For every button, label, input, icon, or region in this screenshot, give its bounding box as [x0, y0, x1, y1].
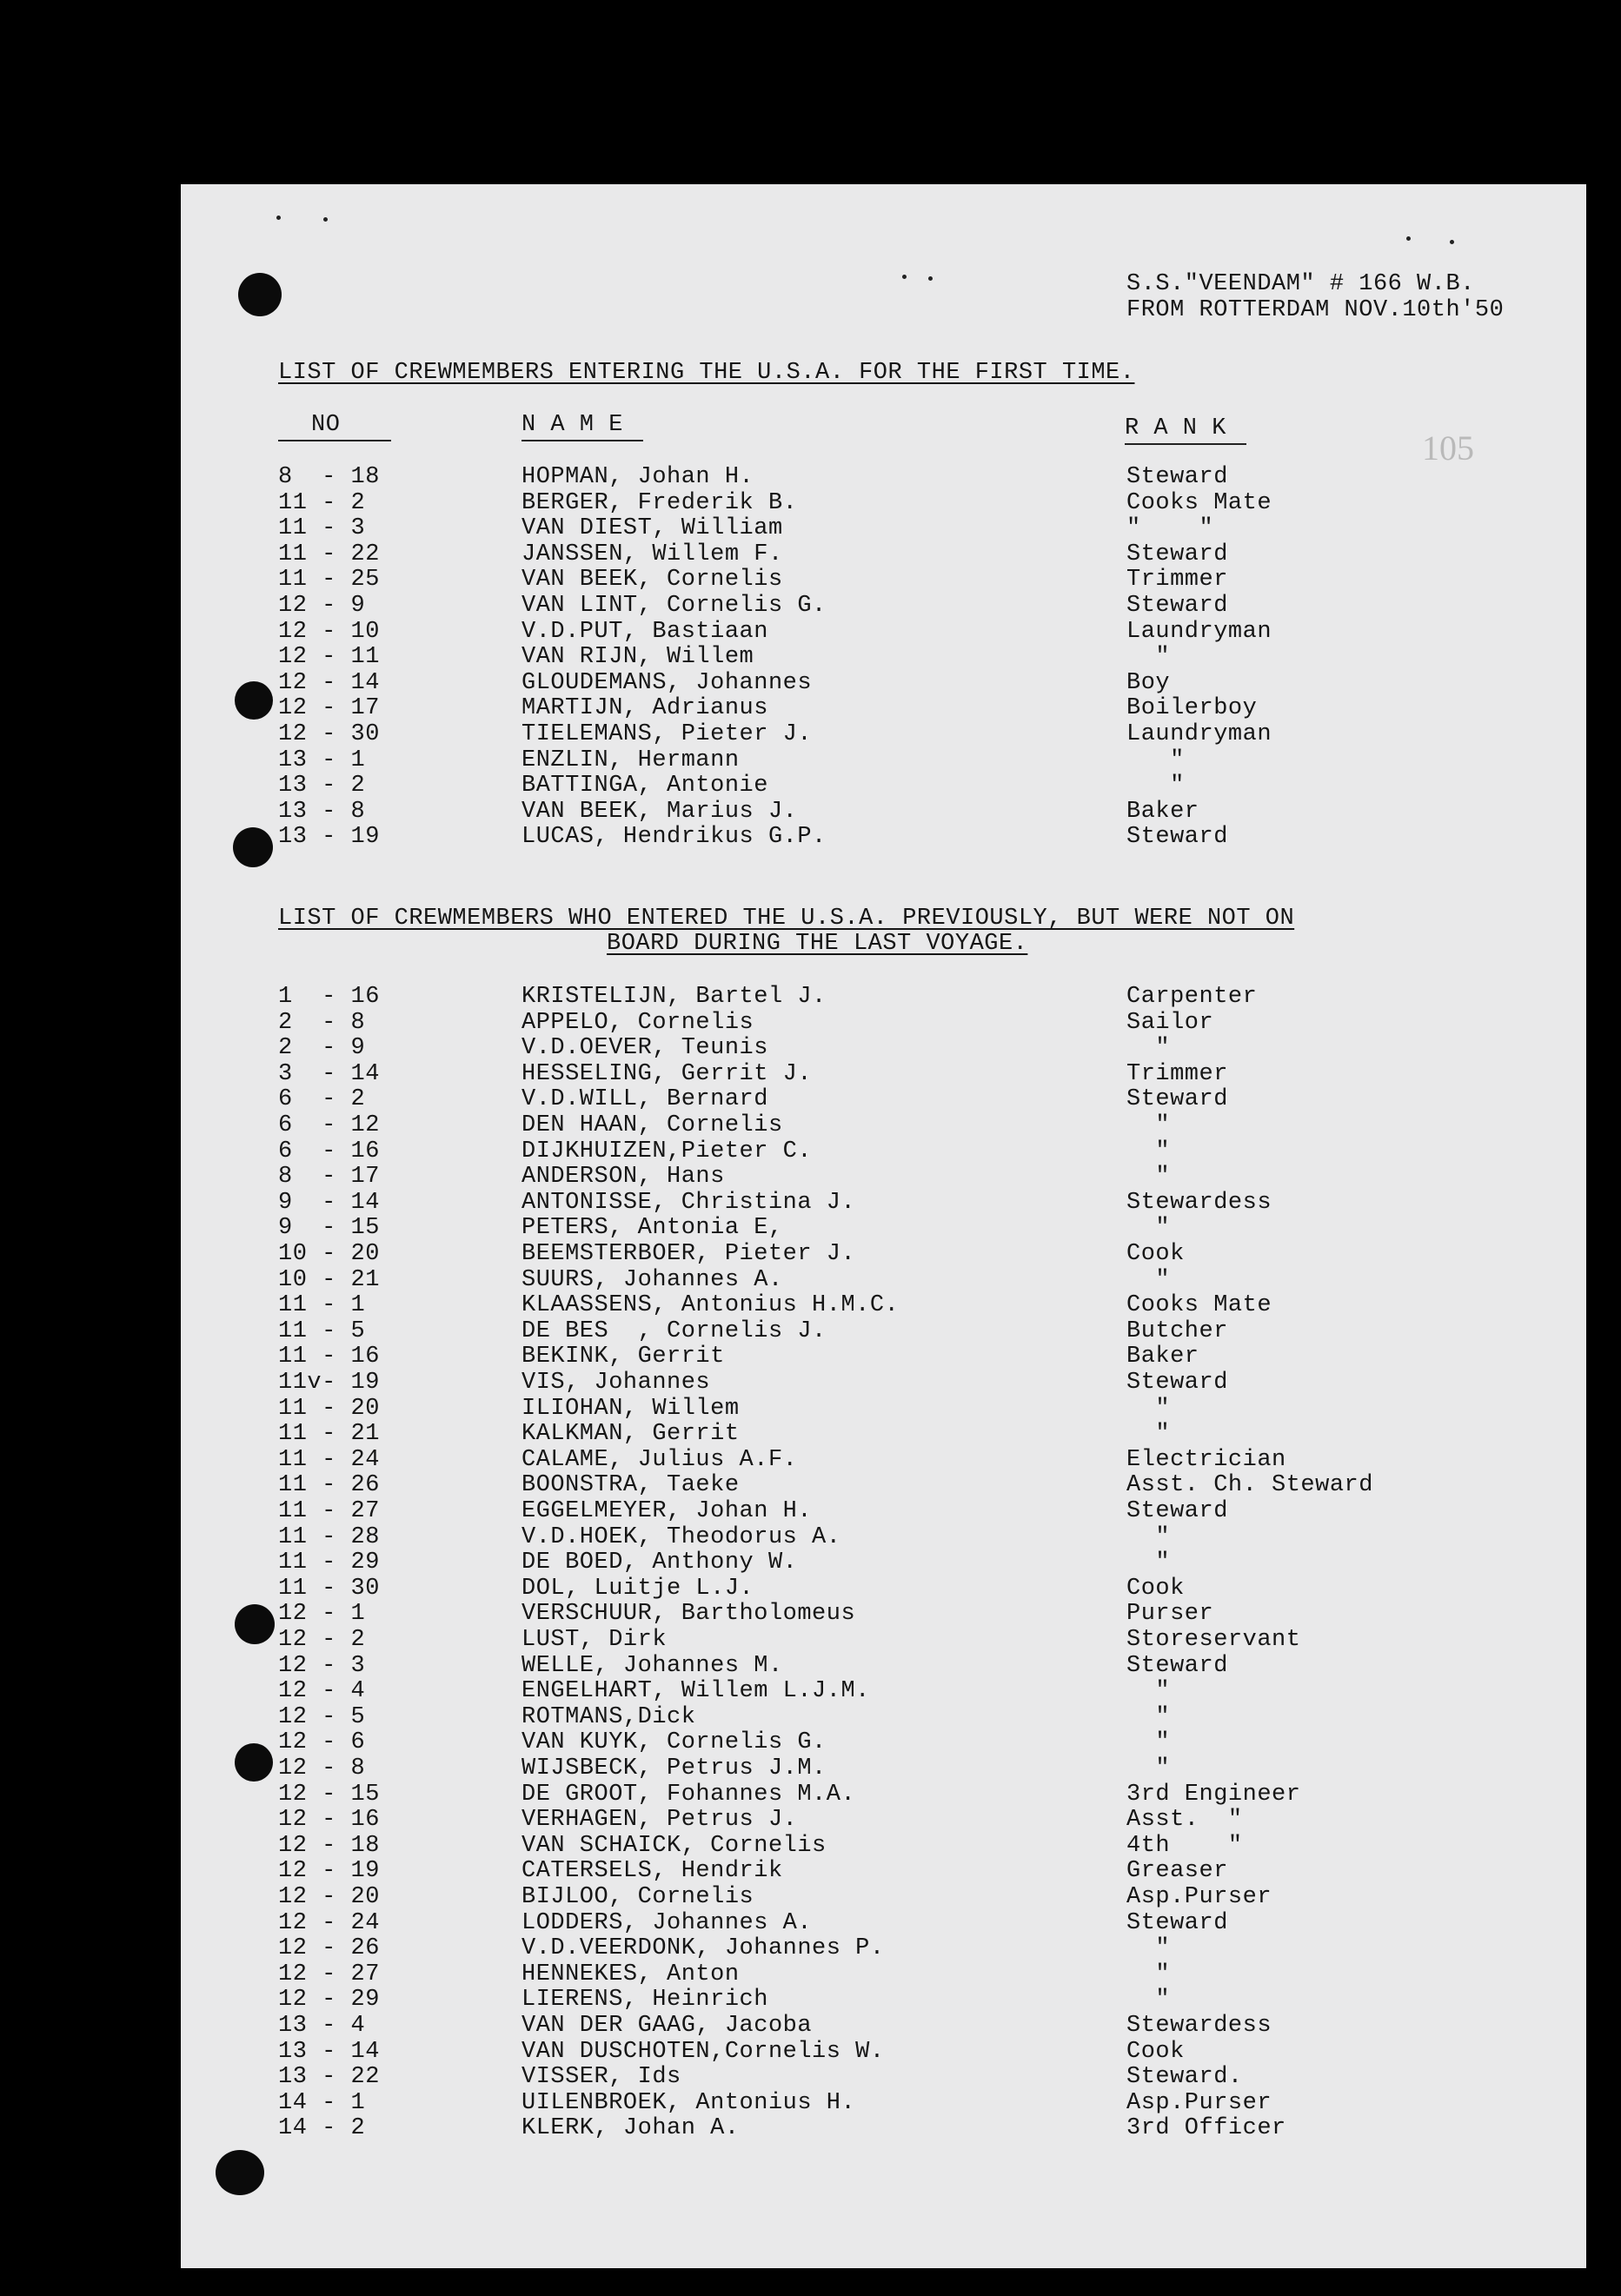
crew-name: BIJLOO, Cornelis: [522, 1884, 754, 1910]
crew-row: [181, 1164, 1586, 1190]
crew-number: 11 - 22: [278, 541, 380, 567]
crew-name: HESSELING, Gerrit J.: [522, 1060, 813, 1087]
crew-rank: Steward: [1126, 593, 1228, 619]
column-header-rank: R A N K: [1125, 415, 1226, 441]
crew-name: LUST, Dirk: [522, 1627, 668, 1653]
crew-rank: ": [1126, 1935, 1171, 1962]
crew-name: CATERSELS, Hendrik: [522, 1858, 783, 1885]
crew-rank: Laundryman: [1126, 618, 1272, 645]
crew-name: V.D.HOEK, Theodorus A.: [522, 1523, 841, 1550]
crew-name: ENZLIN, Hermann: [522, 747, 740, 773]
crew-row: [181, 1292, 1586, 1318]
crew-row: [181, 1910, 1586, 1936]
crew-number: 11 - 25: [278, 567, 380, 594]
crew-row: [181, 1549, 1586, 1576]
crew-name: MARTIJN, Adrianus: [522, 695, 768, 722]
crew-number: 11 - 1: [278, 1292, 366, 1319]
crew-name: VISSER, Ids: [522, 2064, 681, 2091]
crew-row: [181, 490, 1586, 516]
crew-number: 12 - 8: [278, 1755, 366, 1782]
crew-number: 12 - 11: [278, 644, 380, 671]
crew-rank: Steward: [1126, 1370, 1228, 1396]
crew-name: DEN HAAN, Cornelis: [522, 1112, 783, 1138]
crew-rank: Storeservant: [1126, 1627, 1301, 1653]
crew-number: 11 - 2: [278, 489, 366, 516]
crew-row: [181, 1086, 1586, 1112]
crew-rank: ": [1126, 1523, 1171, 1550]
crew-name: VAN KUYK, Cornelis G.: [522, 1729, 827, 1756]
crew-rank: ": [1126, 1215, 1171, 1242]
crew-name: V.D.VEERDONK, Johannes P.: [522, 1935, 885, 1962]
crew-rank: Steward: [1126, 824, 1228, 851]
crew-rank: ": [1126, 1395, 1171, 1422]
crew-row: [181, 721, 1586, 747]
crew-number: 13 - 4: [278, 2013, 366, 2039]
crew-number: 9 - 14: [278, 1189, 380, 1216]
crew-rank: ": [1126, 1678, 1171, 1705]
crew-row: [181, 644, 1586, 670]
crew-name: ROTMANS,Dick: [522, 1703, 696, 1730]
crew-name: VAN BEEK, Marius J.: [522, 798, 798, 825]
crew-row: [181, 1627, 1586, 1653]
crew-row: [181, 1884, 1586, 1910]
crew-number: 13 - 19: [278, 824, 380, 851]
crew-row: [181, 2064, 1586, 2090]
crew-name: BOONSTRA, Taeke: [522, 1472, 740, 1499]
crew-name: UILENBROEK, Antonius H.: [522, 2089, 856, 2116]
crew-row: [181, 773, 1586, 799]
crew-rank: ": [1126, 1035, 1171, 1062]
crew-number: 13 - 1: [278, 747, 366, 773]
crew-row: [181, 1010, 1586, 1036]
crew-rank: Steward: [1126, 1086, 1228, 1113]
crew-name: LODDERS, Johannes A.: [522, 1909, 813, 1936]
crew-number: 6 - 16: [278, 1138, 380, 1165]
column-header-name: N A M E: [522, 412, 623, 438]
crew-row: [181, 1704, 1586, 1730]
crew-row: [181, 1678, 1586, 1704]
crew-row: [181, 1318, 1586, 1344]
crew-row: [181, 1653, 1586, 1679]
crew-number: 8 - 18: [278, 464, 380, 490]
crew-name: V.D.WILL, Bernard: [522, 1086, 768, 1113]
crew-number: 12 - 2: [278, 1627, 366, 1653]
column-header-no-rule: [278, 440, 391, 441]
section1-title: LIST OF CREWMEMBERS ENTERING THE U.S.A. FOR THE FIRST TIME.: [278, 360, 1135, 386]
crew-number: 13 - 14: [278, 2038, 380, 2065]
section2-title-line2: BOARD DURING THE LAST VOYAGE.: [607, 931, 1028, 957]
crew-number: 12 - 14: [278, 669, 380, 696]
crew-name: VAN DIEST, William: [522, 515, 783, 542]
crew-number: 12 - 10: [278, 618, 380, 645]
paper-speck: [928, 276, 933, 281]
crew-number: 14 - 2: [278, 2115, 366, 2142]
crew-name: VAN RIJN, Willem: [522, 644, 754, 671]
crew-name: EGGELMEYER, Johan H.: [522, 1498, 813, 1524]
crew-number: 12 - 16: [278, 1807, 380, 1834]
crew-name: KRISTELIJN, Bartel J.: [522, 984, 827, 1010]
crew-rank: ": [1126, 1164, 1171, 1191]
crew-name: VERHAGEN, Petrus J.: [522, 1807, 798, 1834]
crew-rank: ": [1126, 1961, 1171, 1987]
crew-number: 11 - 30: [278, 1575, 380, 1602]
crew-number: 11 - 27: [278, 1498, 380, 1524]
crew-rank: Asst. Ch. Steward: [1126, 1472, 1373, 1499]
crew-name: KLAASSENS, Antonius H.M.C.: [522, 1292, 900, 1319]
crew-row: [181, 1729, 1586, 1755]
crew-row: [181, 1935, 1586, 1961]
crew-name: SUURS, Johannes A.: [522, 1266, 783, 1293]
crew-name: ANTONISSE, Christina J.: [522, 1189, 856, 1216]
crew-row: [181, 2013, 1586, 2039]
crew-number: 11 - 24: [278, 1446, 380, 1473]
crew-rank: Boy: [1126, 669, 1171, 696]
crew-row: [181, 1112, 1586, 1138]
crew-row: [181, 1576, 1586, 1602]
crew-name: V.D.PUT, Bastiaan: [522, 618, 768, 645]
crew-number: 11 - 20: [278, 1395, 380, 1422]
crew-rank: Steward: [1126, 1652, 1228, 1679]
crew-row: [181, 1755, 1586, 1782]
crew-row: [181, 567, 1586, 593]
crew-rank: Laundryman: [1126, 721, 1272, 747]
column-header-rank-rule: [1125, 443, 1246, 445]
crew-row: [181, 1524, 1586, 1550]
crew-name: VAN BEEK, Cornelis: [522, 567, 783, 594]
crew-row: [181, 1138, 1586, 1165]
crew-name: ILIOHAN, Willem: [522, 1395, 740, 1422]
crew-rank: ": [1126, 773, 1185, 800]
crew-number: 11 - 29: [278, 1549, 380, 1576]
crew-number: 8 - 17: [278, 1164, 380, 1191]
crew-name: PETERS, Antonia E,: [522, 1215, 783, 1242]
crew-name: DE BOED, Anthony W.: [522, 1549, 798, 1576]
crew-name: VAN LINT, Cornelis G.: [522, 593, 827, 619]
crew-row: [181, 984, 1586, 1010]
crew-row: [181, 1241, 1586, 1267]
paper-speck: [276, 216, 281, 220]
crew-rank: Asp.Purser: [1126, 1884, 1272, 1910]
crew-number: 13 - 2: [278, 773, 366, 800]
crew-number: 6 - 12: [278, 1112, 380, 1138]
crew-rank: Trimmer: [1126, 1060, 1228, 1087]
crew-row: [181, 1035, 1586, 1061]
crew-number: 10 - 20: [278, 1241, 380, 1267]
punch-hole: [216, 2150, 264, 2195]
crew-rank: ": [1126, 747, 1185, 773]
crew-row: [181, 619, 1586, 645]
crew-number: 12 - 20: [278, 1884, 380, 1910]
document-page: [181, 184, 1586, 2268]
column-header-name-rule: [522, 440, 643, 441]
crew-rank: Cooks Mate: [1126, 489, 1272, 516]
crew-rank: Asp.Purser: [1126, 2089, 1272, 2116]
crew-rank: Stewardess: [1126, 2013, 1272, 2039]
crew-number: 12 - 30: [278, 721, 380, 747]
crew-row: [181, 1267, 1586, 1293]
crew-rank: ": [1126, 1703, 1171, 1730]
crew-rank: ": [1126, 1549, 1171, 1576]
crew-rank: ": [1126, 1138, 1171, 1165]
crew-row: [181, 1215, 1586, 1241]
crew-number: 2 - 9: [278, 1035, 366, 1062]
crew-rank: Greaser: [1126, 1858, 1228, 1885]
crew-rank: Purser: [1126, 1601, 1214, 1628]
crew-name: VAN DUSCHOTEN,Cornelis W.: [522, 2038, 885, 2065]
crew-number: 11 - 3: [278, 515, 366, 542]
crew-row: [181, 670, 1586, 696]
crew-rank: ": [1126, 1729, 1171, 1756]
crew-row: [181, 541, 1586, 567]
crew-number: 12 - 15: [278, 1781, 380, 1808]
crew-name: VAN DER GAAG, Jacoba: [522, 2013, 813, 2039]
crew-rank: Steward.: [1126, 2064, 1243, 2091]
crew-rank: 3rd Officer: [1126, 2115, 1286, 2142]
crew-name: BEEMSTERBOER, Pieter J.: [522, 1241, 856, 1267]
crew-name: DIJKHUIZEN,Pieter C.: [522, 1138, 813, 1165]
crew-name: BATTINGA, Antonie: [522, 773, 768, 800]
crew-name: DE BES , Cornelis J.: [522, 1317, 827, 1344]
crew-row: [181, 1190, 1586, 1216]
crew-row: [181, 1858, 1586, 1884]
crew-rank: Steward: [1126, 1498, 1228, 1524]
punch-hole: [238, 273, 282, 316]
crew-number: 6 - 2: [278, 1086, 366, 1113]
crew-rank: Electrician: [1126, 1446, 1286, 1473]
crew-row: [181, 2115, 1586, 2141]
crew-rank: Stewardess: [1126, 1189, 1272, 1216]
crew-rank: ": [1126, 1421, 1171, 1448]
crew-number: 12 - 29: [278, 1987, 380, 2014]
crew-name: HENNEKES, Anton: [522, 1961, 740, 1987]
crew-number: 12 - 5: [278, 1703, 366, 1730]
crew-name: BEKINK, Gerrit: [522, 1344, 725, 1370]
crew-name: VERSCHUUR, Bartholomeus: [522, 1601, 856, 1628]
crew-row: [181, 1344, 1586, 1370]
paper-speck: [1450, 240, 1454, 244]
crew-number: 12 - 17: [278, 695, 380, 722]
crew-rank: Steward: [1126, 1909, 1228, 1936]
crew-number: 11 - 21: [278, 1421, 380, 1448]
crew-number: 11 - 5: [278, 1317, 366, 1344]
crew-row: [181, 1061, 1586, 1087]
crew-row: [181, 1421, 1586, 1447]
ship-line: S.S."VEENDAM" # 166 W.B.: [1126, 271, 1475, 297]
crew-name: DOL, Luitje L.J.: [522, 1575, 754, 1602]
crew-number: 12 - 18: [278, 1832, 380, 1859]
section2-title-line1: LIST OF CREWMEMBERS WHO ENTERED THE U.S.A. PREVIOUSLY, BUT WERE NOT ON: [278, 906, 1295, 932]
crew-number: 1 - 16: [278, 984, 380, 1010]
crew-row: [181, 515, 1586, 541]
crew-name: DE GROOT, Fohannes M.A.: [522, 1781, 856, 1808]
crew-rank: Asst. ": [1126, 1807, 1243, 1834]
crew-name: TIELEMANS, Pieter J.: [522, 721, 813, 747]
crew-row: [181, 1807, 1586, 1833]
crew-number: 13 - 8: [278, 798, 366, 825]
crew-row: [181, 799, 1586, 825]
crew-rank: Cook: [1126, 1241, 1185, 1267]
crew-row: [181, 1782, 1586, 1808]
page-number: 105: [1422, 428, 1474, 468]
from-line: FROM ROTTERDAM NOV.10th'50: [1126, 297, 1505, 323]
crew-number: 12 - 24: [278, 1909, 380, 1936]
crew-name: LIERENS, Heinrich: [522, 1987, 768, 2014]
crew-name: ANDERSON, Hans: [522, 1164, 725, 1191]
crew-rank: 3rd Engineer: [1126, 1781, 1301, 1808]
crew-number: 12 - 3: [278, 1652, 366, 1679]
crew-number: 12 - 6: [278, 1729, 366, 1756]
crew-name: GLOUDEMANS, Johannes: [522, 669, 813, 696]
crew-number: 3 - 14: [278, 1060, 380, 1087]
crew-number: 9 - 15: [278, 1215, 380, 1242]
crew-name: CALAME, Julius A.F.: [522, 1446, 798, 1473]
crew-row: [181, 747, 1586, 773]
crew-name: WIJSBECK, Petrus J.M.: [522, 1755, 827, 1782]
crew-name: HOPMAN, Johan H.: [522, 464, 754, 490]
crew-name: VAN SCHAICK, Cornelis: [522, 1832, 827, 1859]
crew-rank: Sailor: [1126, 1009, 1214, 1036]
crew-row: [181, 1396, 1586, 1422]
crew-row: [181, 1961, 1586, 1987]
crew-number: 12 - 19: [278, 1858, 380, 1885]
crew-number: 2 - 8: [278, 1009, 366, 1036]
crew-row: [181, 1447, 1586, 1473]
crew-rank: ": [1126, 644, 1171, 671]
crew-name: BERGER, Frederik B.: [522, 489, 798, 516]
crew-name: JANSSEN, Willem F.: [522, 541, 783, 567]
crew-number: 12 - 26: [278, 1935, 380, 1962]
crew-number: 14 - 1: [278, 2089, 366, 2116]
crew-row: [181, 695, 1586, 721]
crew-name: VIS, Johannes: [522, 1370, 711, 1396]
crew-rank: ": [1126, 1266, 1171, 1293]
crew-row: [181, 824, 1586, 850]
crew-row: [181, 464, 1586, 490]
crew-number: 12 - 9: [278, 593, 366, 619]
crew-number: 11 - 28: [278, 1523, 380, 1550]
crew-row: [181, 1472, 1586, 1498]
crew-row: [181, 593, 1586, 619]
crew-rank: Cook: [1126, 2038, 1185, 2065]
crew-name: LUCAS, Hendrikus G.P.: [522, 824, 827, 851]
crew-rank: Baker: [1126, 1344, 1199, 1370]
crew-row: [181, 1498, 1586, 1524]
crew-row: [181, 1370, 1586, 1396]
crew-rank: Boilerboy: [1126, 695, 1258, 722]
crew-row: [181, 2090, 1586, 2116]
paper-speck: [323, 217, 328, 222]
column-header-no: NO: [311, 412, 341, 438]
crew-name: V.D.OEVER, Teunis: [522, 1035, 768, 1062]
crew-rank: Butcher: [1126, 1317, 1228, 1344]
crew-name: KLERK, Johan A.: [522, 2115, 740, 2142]
paper-speck: [902, 275, 907, 279]
crew-rank: Trimmer: [1126, 567, 1228, 594]
crew-rank: 4th ": [1126, 1832, 1243, 1859]
paper-speck: [1406, 236, 1411, 241]
crew-rank: Steward: [1126, 541, 1228, 567]
crew-rank: ": [1126, 1987, 1171, 2014]
crew-number: 11 - 16: [278, 1344, 380, 1370]
crew-name: WELLE, Johannes M.: [522, 1652, 783, 1679]
crew-number: 10 - 21: [278, 1266, 380, 1293]
crew-row: [181, 2039, 1586, 2065]
crew-rank: ": [1126, 1112, 1171, 1138]
crew-rank: Steward: [1126, 464, 1228, 490]
crew-rank: Cook: [1126, 1575, 1185, 1602]
crew-number: 11 - 26: [278, 1472, 380, 1499]
crew-number: 12 - 27: [278, 1961, 380, 1987]
crew-row: [181, 1987, 1586, 2013]
crew-number: 11v- 19: [278, 1370, 380, 1396]
crew-name: ENGELHART, Willem L.J.M.: [522, 1678, 870, 1705]
crew-row: [181, 1601, 1586, 1627]
crew-number: 12 - 1: [278, 1601, 366, 1628]
crew-name: KALKMAN, Gerrit: [522, 1421, 740, 1448]
crew-row: [181, 1833, 1586, 1859]
crew-number: 13 - 22: [278, 2064, 380, 2091]
crew-name: APPELO, Cornelis: [522, 1009, 754, 1036]
crew-rank: " ": [1126, 515, 1214, 542]
crew-rank: Baker: [1126, 798, 1199, 825]
crew-number: 12 - 4: [278, 1678, 366, 1705]
crew-rank: Cooks Mate: [1126, 1292, 1272, 1319]
crew-rank: Carpenter: [1126, 984, 1258, 1010]
crew-rank: ": [1126, 1755, 1171, 1782]
